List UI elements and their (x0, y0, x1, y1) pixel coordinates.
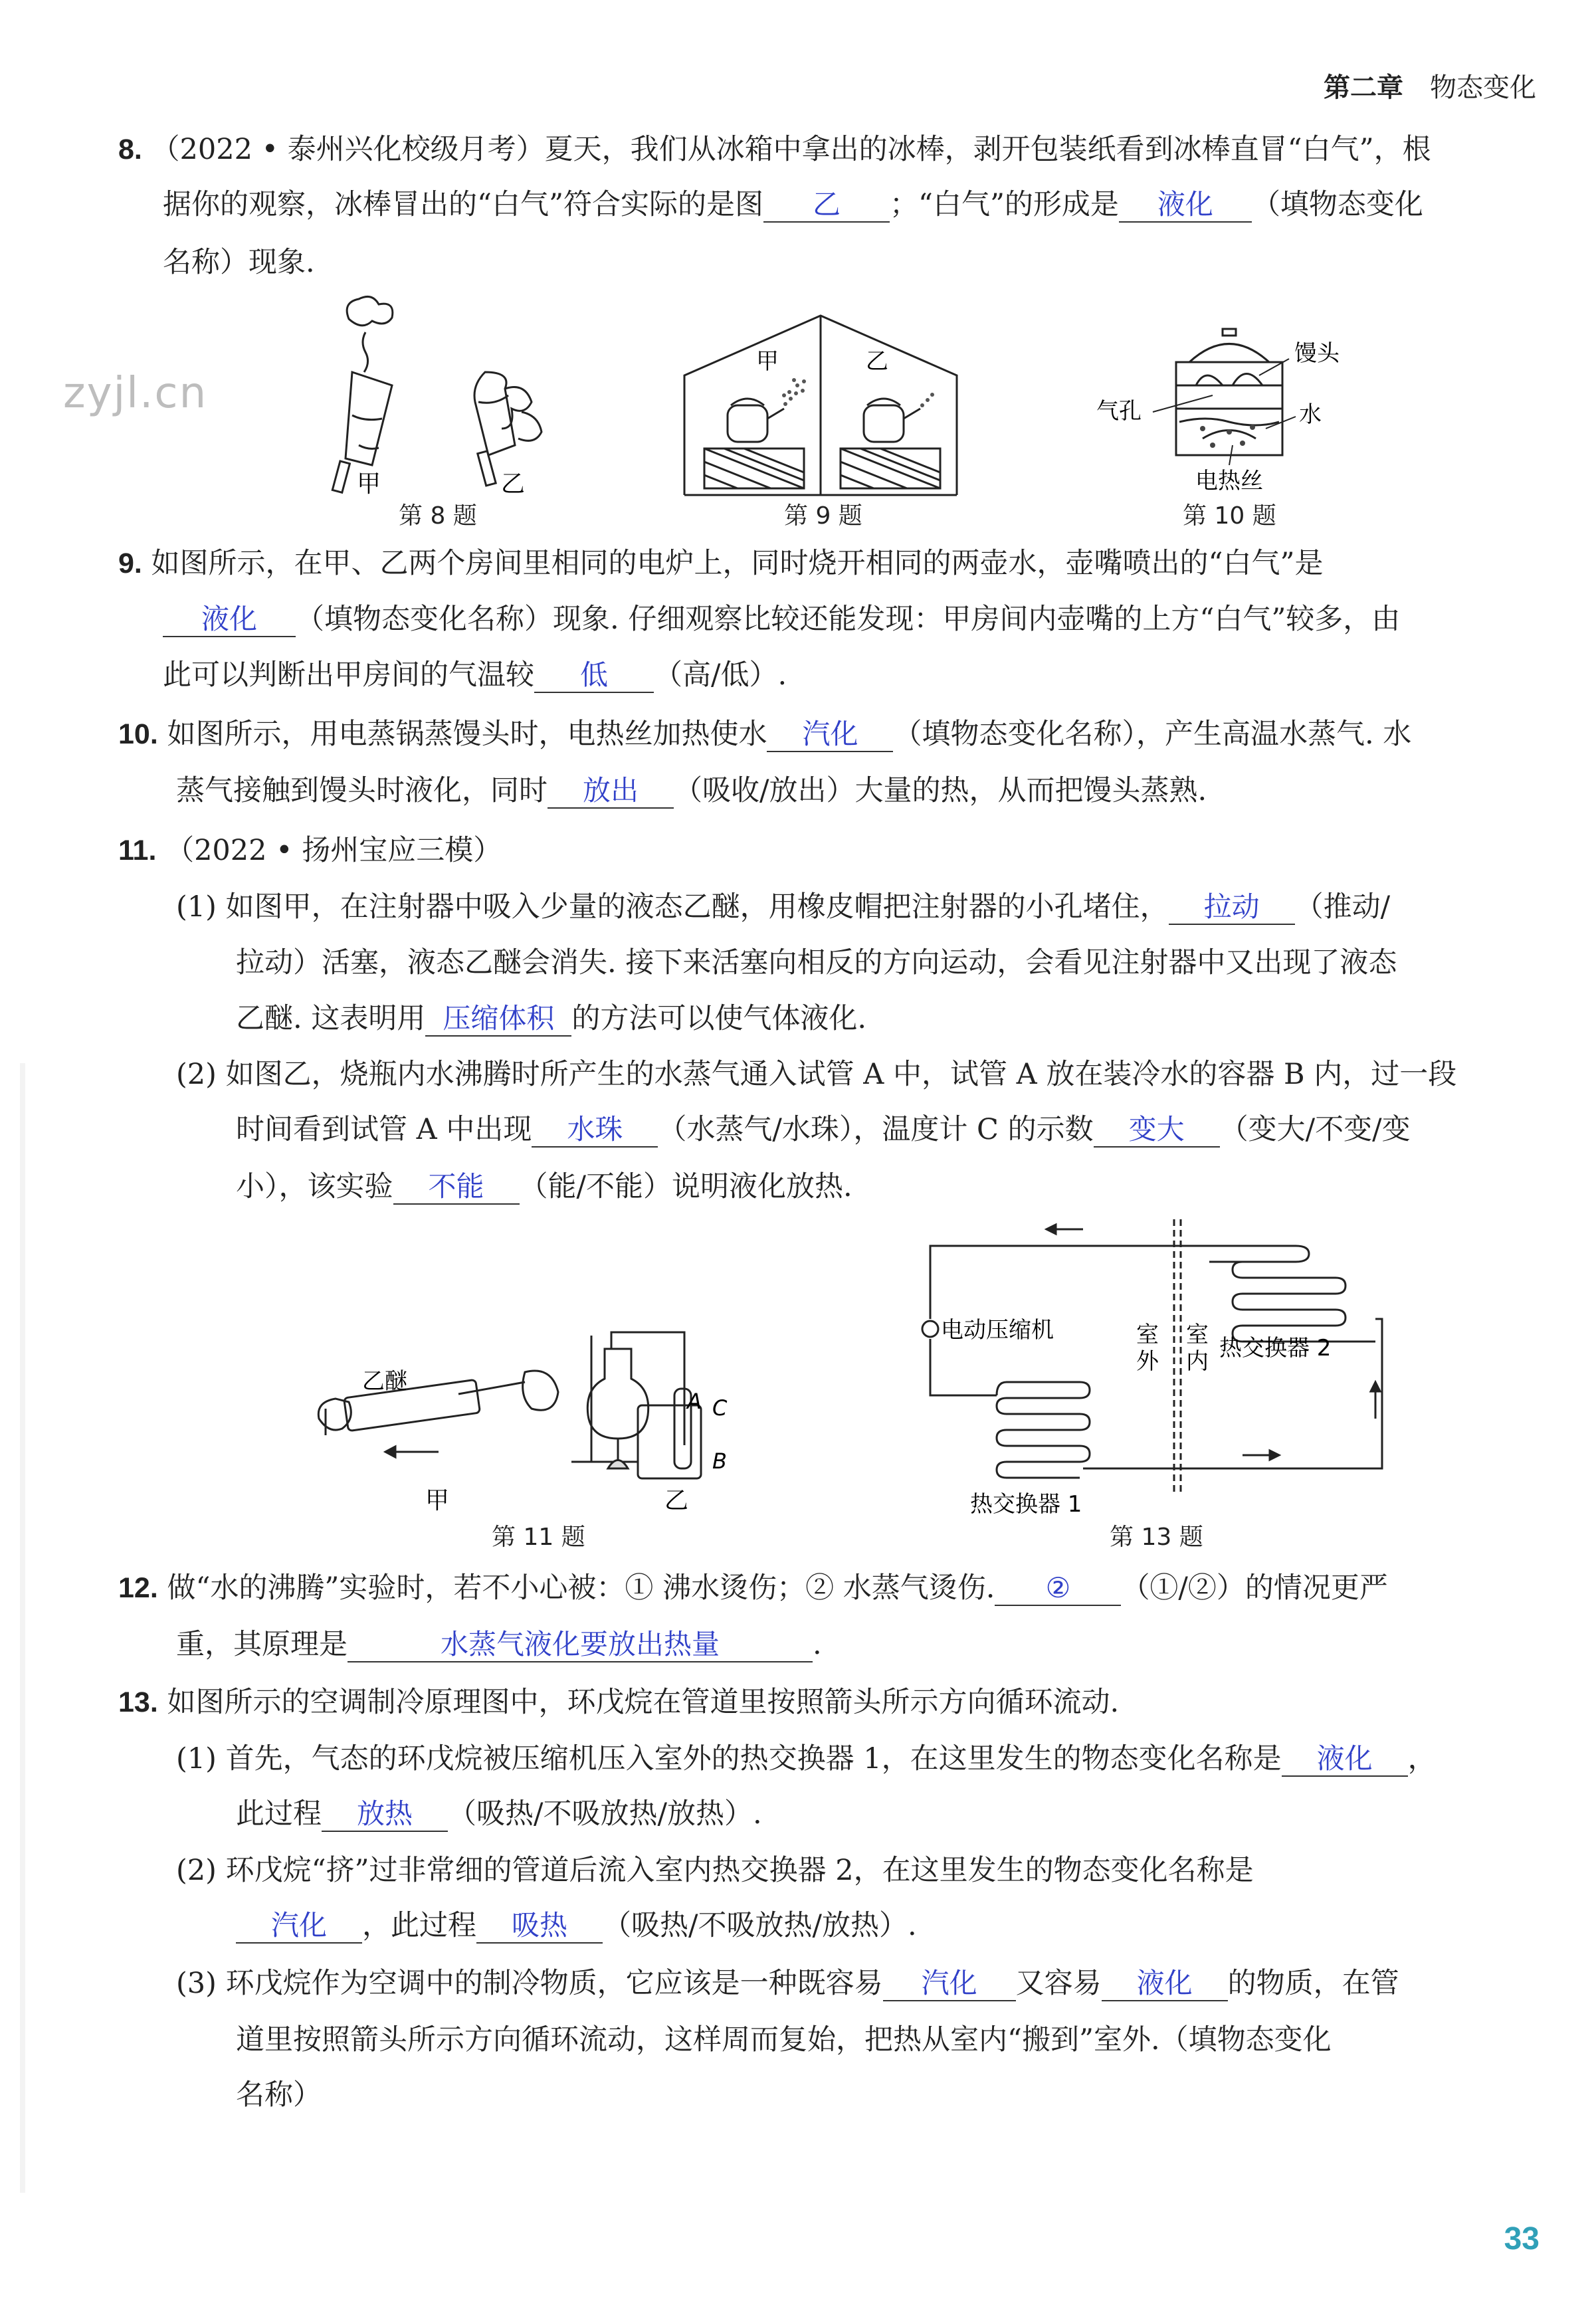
q8-line-2 (163, 185, 1423, 225)
fig13-outdoor-1: 室 (1136, 1322, 1159, 1348)
figure-11-experiments (306, 1309, 837, 1528)
q11-answer-4[interactable]: 变大 (1094, 1113, 1220, 1148)
q13-p2-text-a: (2) 环戊烷“挤”过非常细的管道后流入室内热交换器 2，在这里发生的物态变化名称是 (176, 1854, 1254, 1887)
q11-p2-text-d: （变大/不变/变 (1219, 1113, 1411, 1146)
q12-text-1a: 做“水的沸腾”实验时，若不小心被：① 沸水烫伤；② 水蒸气烫伤. (167, 1571, 995, 1605)
steam-jia-icon (782, 378, 806, 406)
q11-p2-line-3 (236, 1167, 852, 1207)
q13-p3-line-3 (236, 2075, 322, 2115)
q13-p2-line-2 (236, 1906, 917, 1946)
q8-number: 8. (118, 134, 142, 165)
q11-source: （2022 • 扬州宝应三模） (165, 834, 502, 867)
ice-pop-jia-icon (332, 296, 393, 492)
chapter-title: 物态变化 (1430, 72, 1536, 103)
q10-answer-2[interactable]: 放出 (548, 774, 674, 809)
q10-line-1 (118, 714, 1411, 754)
q11-answer-2[interactable]: 压缩体积 (425, 1002, 571, 1037)
q13-p3-text-e: 名称） (236, 2078, 322, 2112)
q13-p2-text-c: （吸热/不吸放热/放热）. (603, 1909, 917, 1942)
q8-line-1 (118, 130, 1431, 169)
fig11-label-yi: 乙 (664, 1487, 689, 1514)
q11-p2-text-b: 时间看到试管 A 中出现 (236, 1113, 532, 1146)
q11-answer-1[interactable]: 拉动 (1169, 890, 1295, 925)
q11-p2-line-1 (176, 1054, 1456, 1094)
q9-line-3 (163, 655, 787, 695)
fig9-label-yi: 乙 (866, 348, 888, 375)
page-header (1324, 66, 1536, 104)
q13-answer-4[interactable]: 吸热 (476, 1909, 603, 1944)
q10-text-2a: 蒸气接触到馒头时液化，同时 (176, 774, 548, 807)
hx1-coil-icon (997, 1382, 1090, 1478)
q8-line-3 (163, 243, 315, 282)
fig13-hx1-label: 热交换器 1 (970, 1491, 1082, 1518)
q13-p3-text-a: (3) 环戊烷作为空调中的制冷物质，它应该是一种既容易 (176, 1967, 883, 2000)
fig11-label-jia: 甲 (425, 1487, 450, 1514)
q13-line-1 (118, 1682, 1119, 1722)
q10-line-2 (176, 771, 1207, 811)
fig13-indoor-1: 室 (1186, 1322, 1209, 1348)
q9-line-1 (118, 544, 1324, 583)
q13-p3-text-c: 的物质，在管 (1227, 1967, 1399, 2000)
figure-10-steamer (1096, 322, 1375, 498)
q12-line-2 (176, 1625, 822, 1664)
fig8-label-yi: 乙 (500, 470, 526, 498)
steam-yi-icon (920, 393, 934, 407)
q11-answer-5[interactable]: 不能 (393, 1170, 520, 1205)
q8-text-3: 名称）现象. (163, 246, 315, 279)
q12-answer-2[interactable]: 水蒸气液化要放出热量 (348, 1628, 813, 1662)
q11-p1-line-2 (236, 943, 1397, 983)
q9-answer-1[interactable]: 液化 (163, 603, 296, 637)
figure-9-rooms (678, 312, 963, 498)
q11-p1-text-c: 拉动）活塞，液态乙醚会消失. 接下来活塞向相反的方向运动，会看见注射器中又出现了液态 (236, 946, 1397, 979)
q10-text-1b: （填物态变化名称），产生高温水蒸气. 水 (893, 718, 1412, 751)
fig8-caption: 第 8 题 (399, 502, 477, 530)
q11-p1-text-b: （推动/ (1294, 890, 1391, 924)
syringe-icon (318, 1371, 558, 1435)
q9-text-1: 如图所示，在甲、乙两个房间里相同的电炉上，同时烧开相同的两壶水，壶嘴喷出的“白气”是 (151, 547, 1324, 580)
q13-p3-text-b: 又容易 (1015, 1967, 1102, 2000)
fig13-indoor-2: 内 (1186, 1348, 1209, 1375)
fig11-label-B: B (712, 1449, 727, 1474)
q12-answer-1[interactable]: ② (995, 1571, 1121, 1606)
q13-p2-text-b: ，此过程 (362, 1909, 476, 1942)
q11-line-1 (118, 831, 502, 870)
q13-p3-line-2 (236, 2020, 1332, 2060)
ice-pop-yi-icon (474, 372, 542, 486)
chapter-label: 第二章 (1324, 72, 1403, 103)
q8-answer-1[interactable]: 乙 (763, 188, 890, 223)
q13-answer-1[interactable]: 液化 (1282, 1742, 1408, 1777)
q11-p1-text-a: (1) 如图甲，在注射器中吸入少量的液态乙醚，用橡皮帽把注射器的小孔堵住， (176, 890, 1169, 924)
q10-text-2b: （吸收/放出）大量的热，从而把馒头蒸熟. (674, 774, 1207, 807)
q13-text-1: 如图所示的空调制冷原理图中，环戊烷在管道里按照箭头所示方向循环流动. (167, 1686, 1120, 1719)
fig13-outdoor-2: 外 (1136, 1348, 1159, 1375)
margin-shade (20, 1063, 25, 2193)
q10-answer-1[interactable]: 汽化 (767, 718, 893, 752)
fig10-label-dianresi: 电热丝 (1195, 468, 1263, 494)
q11-p1-line-3 (236, 999, 866, 1039)
q8-text-1: （2022 • 泰州兴化校级月考）夏天，我们从冰箱中拿出的冰棒，剥开包装纸看到冰棒直冒“白气”，根 (151, 133, 1431, 166)
q8-text-2c: （填物态变化 (1251, 188, 1423, 221)
fig10-label-shui: 水 (1299, 401, 1322, 428)
q12-text-2b: . (813, 1628, 822, 1661)
fig8-label-jia: 甲 (356, 470, 381, 498)
page-number: 33 (1504, 2221, 1540, 2257)
stove-jia-icon (704, 399, 804, 488)
q11-answer-3[interactable]: 水珠 (532, 1113, 658, 1148)
q13-p1-text-b: ， (1407, 1742, 1437, 1775)
q13-answer-5[interactable]: 汽化 (883, 1967, 1016, 2001)
fig11-label-yimi: 乙醚 (362, 1368, 407, 1395)
q13-p1-line-2 (236, 1794, 762, 1834)
q12-line-1 (118, 1568, 1388, 1608)
q11-p2-line-2 (236, 1110, 1411, 1150)
q11-p2-text-a: (2) 如图乙，烧瓶内水沸腾时所产生的水蒸气通入试管 A 中，试管 A 放在装冷水的容器 B 内，过一段 (176, 1058, 1457, 1091)
q9-text-2: （填物态变化名称）现象. 仔细观察比较还能发现：甲房间内壶嘴的上方“白气”较多，由 (296, 603, 1401, 636)
q12-text-2a: 重，其原理是 (176, 1628, 348, 1661)
q11-p1-line-1 (176, 887, 1390, 927)
fig11-caption: 第 11 题 (492, 1524, 585, 1551)
fig11-label-A: A (687, 1389, 702, 1414)
figure-13-ac-cycle (917, 1219, 1409, 1518)
q13-answer-6[interactable]: 液化 (1102, 1967, 1228, 2001)
q13-p1-text-c: 此过程 (236, 1797, 322, 1831)
stove-yi-icon (841, 399, 940, 488)
q10-text-1a: 如图所示，用电蒸锅蒸馒头时，电热丝加热使水 (167, 718, 767, 751)
q13-p1-text-a: (1) 首先，气态的环戊烷被压缩机压入室外的热交换器 1，在这里发生的物态变化名称是 (176, 1742, 1282, 1775)
q11-number: 11. (118, 835, 157, 866)
q8-text-2b: ；“白气”的形成是 (889, 188, 1119, 221)
q13-number: 13. (118, 1686, 158, 1718)
q8-text-2a: 据你的观察，冰棒冒出的“白气”符合实际的是图 (163, 188, 763, 221)
q9-answer-2[interactable]: 低 (534, 658, 654, 693)
fig9-label-jia: 甲 (756, 348, 779, 375)
q9-text-3b: （高/低）. (654, 658, 787, 692)
q13-p3-text-d: 道里按照箭头所示方向循环流动，这样周而复始，把热从室内“搬到”室外.（填物态变化 (236, 2023, 1332, 2056)
q13-p1-line-1 (176, 1739, 1437, 1779)
fig10-label-qikong: 气孔 (1096, 398, 1142, 425)
flask-apparatus-icon (571, 1332, 701, 1478)
fig13-compressor-label: 电动压缩机 (941, 1317, 1054, 1344)
q12-text-1b: （①/②）的情况更严 (1121, 1571, 1388, 1605)
q11-p1-text-e: 的方法可以使气体液化. (571, 1002, 867, 1035)
q11-p2-text-e: 小），该实验 (236, 1170, 393, 1203)
hx2-coil-icon (1209, 1246, 1309, 1262)
compressor-icon (922, 1321, 938, 1337)
q11-p2-text-f: （能/不能）说明液化放热. (519, 1170, 852, 1203)
fig10-caption: 第 10 题 (1183, 502, 1276, 530)
fig11-label-C: C (712, 1395, 728, 1421)
q8-answer-2[interactable]: 液化 (1119, 188, 1252, 223)
fig13-hx2-label: 热交换器 2 (1219, 1335, 1332, 1361)
q13-p2-line-1 (176, 1851, 1254, 1890)
q9-text-3a: 此可以判断出甲房间的气温较 (163, 658, 534, 692)
q10-number: 10. (118, 718, 158, 750)
q9-number: 9. (118, 548, 142, 579)
q13-p3-line-1 (176, 1963, 1399, 2003)
mantou-icon (1196, 374, 1262, 386)
q11-p1-text-d: 乙醚. 这表明用 (236, 1002, 426, 1035)
q9-line-2 (163, 599, 1400, 639)
watermark: zyjl.cn (63, 369, 208, 418)
q11-p2-text-c: （水蒸气/水珠），温度计 C 的示数 (658, 1113, 1094, 1146)
fig13-caption: 第 13 题 (1110, 1524, 1203, 1551)
q13-answer-2[interactable]: 放热 (322, 1797, 448, 1832)
q13-p1-text-d: （吸热/不吸放热/放热）. (448, 1797, 762, 1831)
fig9-caption: 第 9 题 (784, 502, 862, 530)
q12-number: 12. (118, 1572, 158, 1604)
q13-answer-3[interactable]: 汽化 (236, 1909, 362, 1944)
figure-8-ice-pops (319, 292, 585, 498)
fig10-label-mantou: 馒头 (1294, 340, 1340, 367)
